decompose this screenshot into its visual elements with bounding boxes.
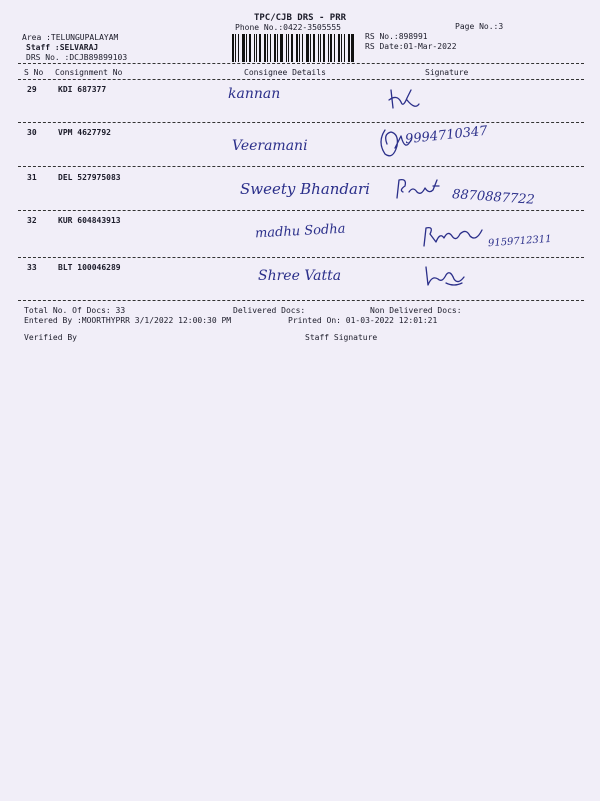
signature-scribble — [420, 222, 490, 250]
rs-number-field: RS No.:898991 — [365, 32, 428, 41]
barcode-bar — [318, 34, 319, 62]
consignee-handwritten-name: kannan — [228, 86, 281, 102]
barcode-bar — [267, 34, 268, 62]
row-consignment-no: VPM 4627792 — [58, 128, 111, 137]
barcode-bar — [323, 34, 325, 62]
handwritten-phone: 9994710347 — [404, 123, 489, 148]
staff-field: Staff :SELVARAJ — [26, 43, 99, 52]
delivered-docs: Delivered Docs: — [233, 306, 306, 315]
consignee-handwritten-name: Shree Vatta — [258, 268, 342, 284]
barcode-bar — [264, 34, 267, 62]
barcode-bar — [306, 34, 309, 62]
column-header-sno: S No — [24, 68, 44, 77]
barcode-bar — [291, 34, 293, 62]
column-header-consignment: Consignment No — [55, 68, 123, 77]
barcode-bar — [256, 34, 257, 62]
verified-by-label: Verified By — [24, 333, 77, 342]
row-divider — [18, 122, 584, 123]
barcode-bar — [249, 34, 251, 62]
barcode-bar — [338, 34, 340, 62]
column-header-signature: Signature — [425, 68, 469, 77]
barcode-bar — [299, 34, 300, 62]
column-header-consignee: Consignee Details — [244, 68, 326, 77]
header-divider — [18, 63, 584, 64]
row-sno: 29 — [27, 85, 37, 94]
barcode-bar — [242, 34, 245, 62]
rs-date-field: RS Date:01-Mar-2022 — [365, 42, 457, 51]
row-consignment-no: KUR 604843913 — [58, 216, 121, 225]
page-number: Page No.:3 — [455, 22, 504, 31]
barcode-bar — [277, 34, 278, 62]
signature-scribble — [420, 263, 468, 289]
barcode-bar — [320, 34, 321, 62]
row-sno: 33 — [27, 263, 37, 272]
row-divider — [18, 257, 584, 258]
consignee-handwritten-name: madhu Sodha — [254, 221, 346, 242]
barcode-bar — [288, 34, 289, 62]
barcode-bar — [232, 34, 234, 62]
footer-divider — [18, 300, 584, 301]
area-field: Area :TELUNGUPALAYAM — [22, 33, 119, 42]
barcode-bar — [351, 34, 354, 62]
barcode-bar — [296, 34, 298, 62]
barcode-bar — [246, 34, 247, 62]
consignee-handwritten-name: Veeramani — [232, 138, 308, 154]
barcode-bar — [313, 34, 315, 62]
column-header-divider — [18, 79, 584, 80]
printed-on: Printed On: 01-03-2022 12:01:21 — [288, 316, 438, 325]
barcode-bar — [280, 34, 283, 62]
row-divider — [18, 166, 584, 167]
row-sno: 32 — [27, 216, 37, 225]
barcode-graphic — [232, 34, 356, 62]
total-docs: Total No. Of Docs: 33 — [24, 306, 126, 315]
barcode-bar — [344, 34, 345, 62]
barcode-bar — [330, 34, 333, 62]
handwritten-phone: 9159712311 — [487, 233, 552, 250]
barcode-bar — [302, 34, 303, 62]
document-title: TPC/CJB DRS - PRR — [253, 13, 347, 23]
barcode-bar — [334, 34, 335, 62]
signature-scribble — [393, 176, 443, 202]
handwritten-phone: 8870887722 — [451, 187, 536, 208]
barcode-bar — [270, 34, 271, 62]
barcode-bar — [328, 34, 329, 62]
drs-number-field: DRS No. :DCJB89899103 — [26, 53, 128, 62]
barcode-bar — [286, 34, 287, 62]
signature-scribble — [385, 86, 425, 116]
barcode-bar — [274, 34, 276, 62]
row-consignment-no: BLT 100046289 — [58, 263, 121, 272]
barcode-bar — [348, 34, 350, 62]
barcode-bar — [254, 34, 255, 62]
barcode-bar — [238, 34, 239, 62]
barcode-bar — [235, 34, 236, 62]
row-consignment-no: KDI 687377 — [58, 85, 107, 94]
non-delivered-docs: Non Delivered Docs: — [370, 306, 462, 315]
row-sno: 30 — [27, 128, 37, 137]
phone-number: Phone No.:0422-3505555 — [235, 23, 341, 32]
barcode-bar — [341, 34, 342, 62]
row-sno: 31 — [27, 173, 37, 182]
row-consignment-no: DEL 527975083 — [58, 173, 121, 182]
barcode-bar — [310, 34, 311, 62]
consignee-handwritten-name: Sweety Bhandari — [240, 180, 370, 198]
barcode-bar — [259, 34, 261, 62]
staff-signature-label: Staff Signature — [305, 333, 378, 342]
entered-by: Entered By :MOORTHYPRR 3/1/2022 12:00:30 PM — [24, 316, 232, 325]
row-divider — [18, 210, 584, 211]
